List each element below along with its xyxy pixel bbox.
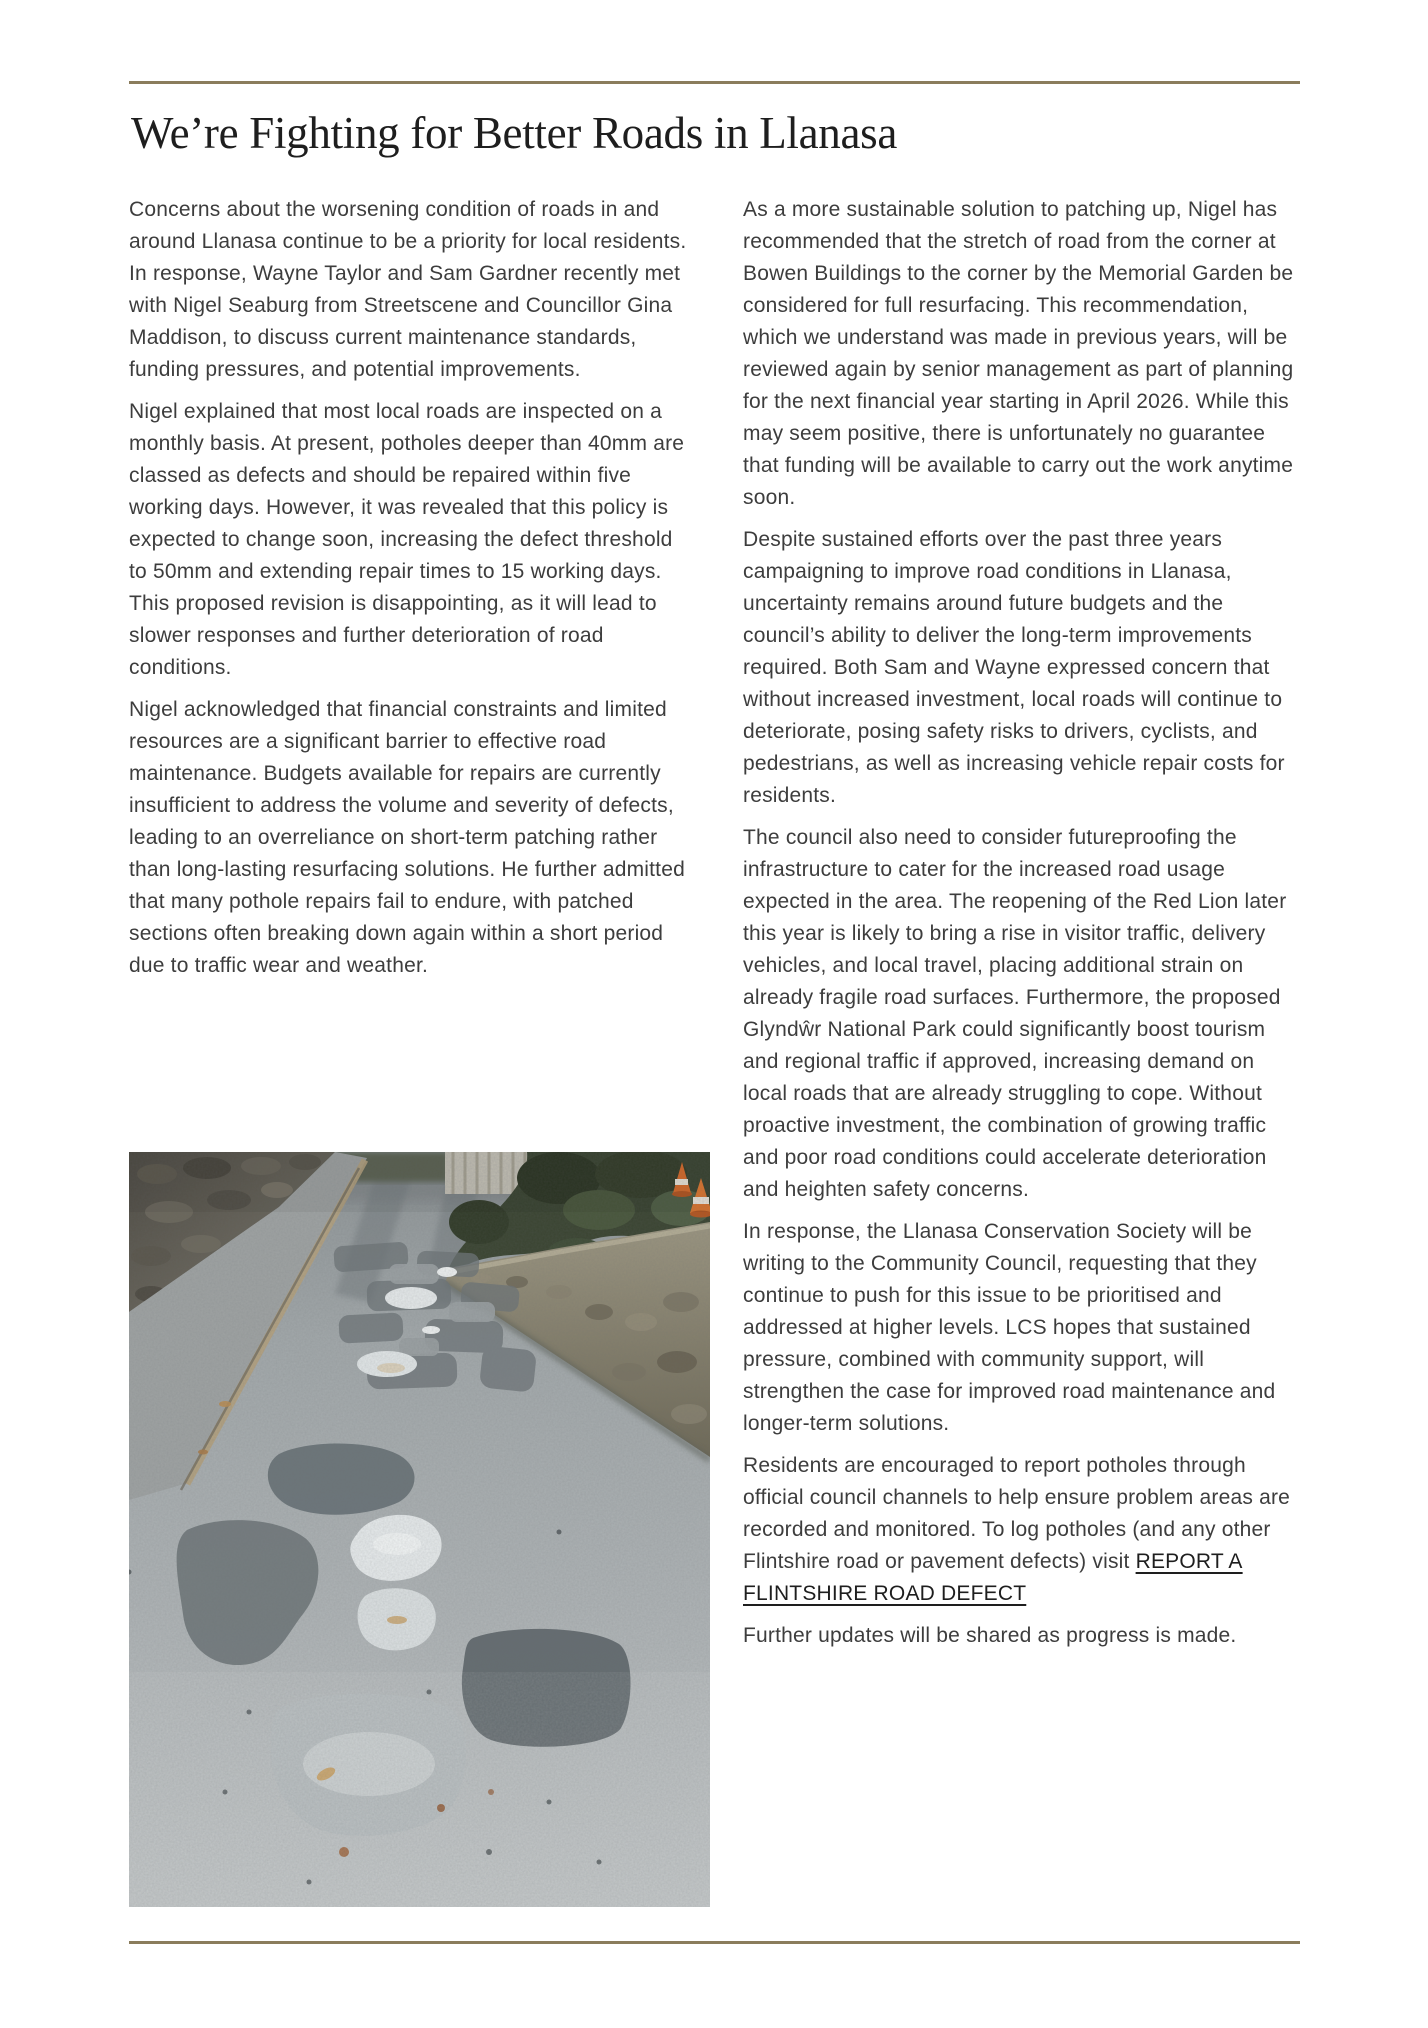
paragraph: The council also need to consider futureproofing the infrastructure to cater for the increased road usage expected in the area. The reopening of the Red Lion later this year is likely to bring a rise in visitor traffic, delivery vehicles, and local travel, placing additional strain on already fragile road surfaces. Furthermore, the proposed Glyndŵr National Park could significantly boost tourism and regional traffic if approved, increasing demand on local roads that are already struggling to cope. Without proactive investment, the combination of growing traffic and poor road conditions could accelerate deterioration and heighten safety concerns. (743, 826, 1287, 1202)
report-road-defect-link[interactable]: REPORT A FLINTSHIRE ROAD DEFECT (743, 1550, 1243, 1606)
paragraph: As a more sustainable solution to patching up, Nigel has recommended that the stretch of road from the corner at Bowen Buildings to the corner by the Memorial Garden be considered for full resurfacing. This recommendation, which we understand was made in previous years, will be reviewed again by senior management as part of planning for the next financial year starting in April 2026. While this may seem positive, there is unfortunately no guarantee that funding will be available to carry out the work anytime soon. (743, 198, 1294, 510)
bottom-rule (129, 1941, 1300, 1944)
top-shade (129, 1152, 710, 1212)
potholes-road-illustration (129, 1152, 710, 1907)
closing-paragraph: Further updates will be shared as progress is made. (743, 1624, 1237, 1648)
potholes-road-photo (129, 1152, 710, 1907)
article-title: We’re Fighting for Better Roads in Llanasa (131, 108, 898, 158)
gravel-sparkle (129, 1672, 710, 1907)
paragraph: Nigel explained that most local roads are inspected on a monthly basis. At present, potholes deeper than 40mm are classed as defects and should be repaired within five working days. However, it was revealed that this policy is expected to change soon, increasing the defect threshold to 50mm and extending repair times to 15 working days. This proposed revision is disappointing, as it will lead to slower responses and further deterioration of road conditions. (129, 400, 685, 680)
paragraph: In response, the Llanasa Conservation Society will be writing to the Community Council, requesting that they continue to push for this issue to be prioritised and addressed at higher levels. LCS hopes that sustained pressure, combined with community support, will strengthen the case for improved road maintenance and longer-term solutions. (743, 1220, 1276, 1436)
report-pothole-text: Residents are encouraged to report potholes through official council channels to help ensure problem areas are recorded and monitored. To log potholes (and any other Flintshire road or pavement defects) visit (743, 1454, 1291, 1574)
paragraph-with-link (743, 1450, 1300, 1610)
paragraph: Concerns about the worsening condition of roads in and around Llanasa continue to be a priority for local residents. In response, Wayne Taylor and Sam Gardner recently met with Nigel Seaburg from Streetscene and Councillor Gina Maddison, to discuss current maintenance standards, funding pressures, and potential improvements. (129, 198, 687, 382)
paragraph: Despite sustained efforts over the past three years campaigning to improve road conditions in Llanasa, uncertainty remains around future budgets and the council’s ability to deliver the long-term improvements required. Both Sam and Wayne expressed concern that without increased investment, local roads will continue to deteriorate, posing safety risks to drivers, cyclists, and pedestrians, as well as increasing vehicle repair costs for residents. (743, 528, 1285, 808)
left-column (129, 194, 690, 992)
top-rule (129, 81, 1300, 84)
paragraph: Nigel acknowledged that financial constraints and limited resources are a significant barrier to effective road maintenance. Budgets available for repairs are currently insufficient to address the volume and severity of defects, leading to an overreliance on short-term patching rather than long-lasting resurfacing solutions. He further admitted that many pothole repairs fail to endure, with patched sections often breaking down again within a short period due to traffic wear and weather. (129, 698, 685, 978)
right-column (743, 194, 1300, 1662)
